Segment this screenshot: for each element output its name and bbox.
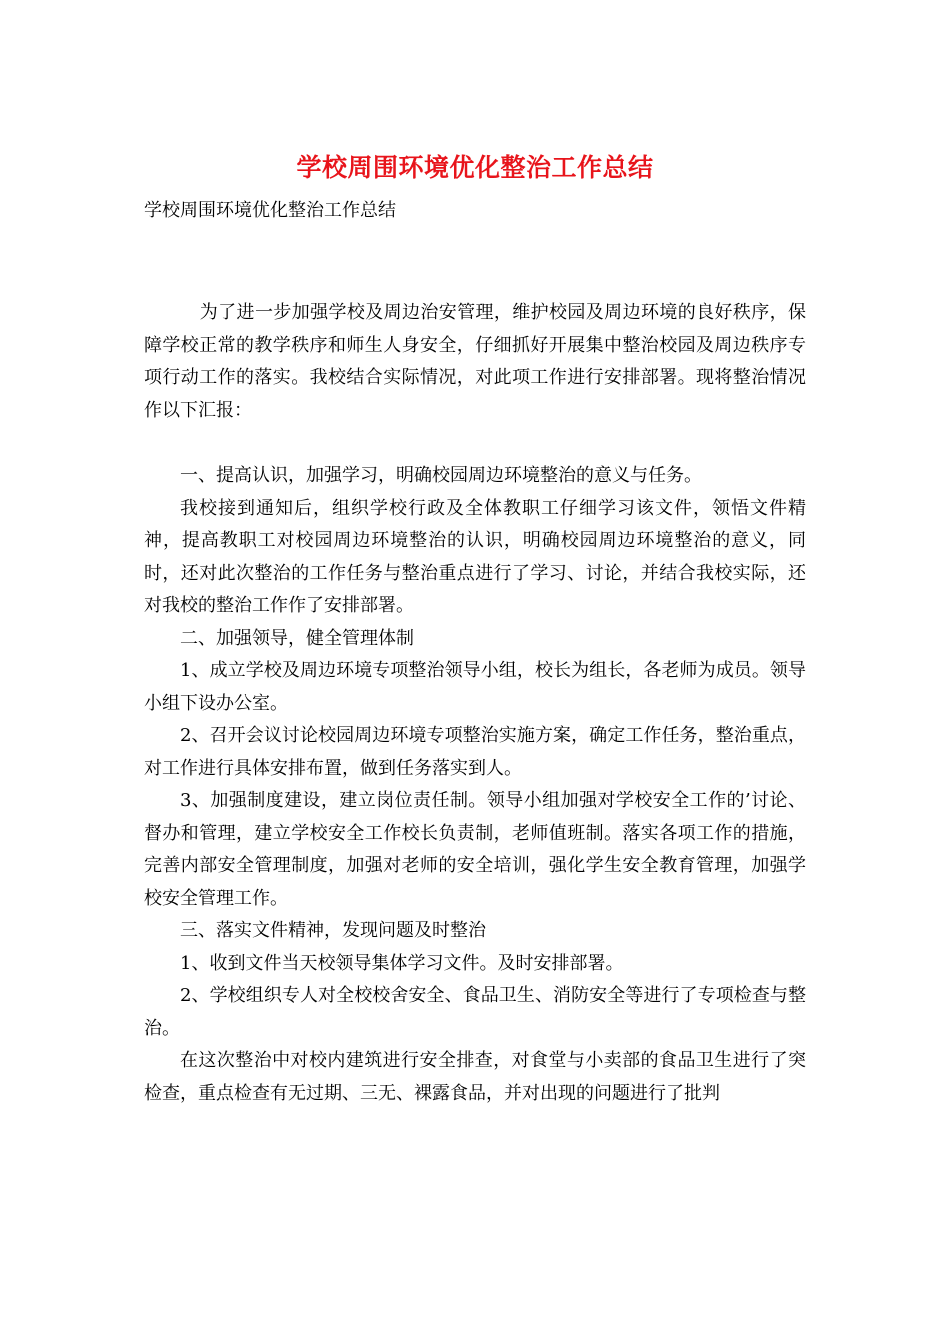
paragraph-intro: 为了进一步加强学校及周边治安管理，维护校园及周边环境的良好秩序，保障学校正常的教学秩序和师生人身安全，仔细抓好开展集中整治校园及周边秩序专项行动工作的落实。我校结合实际情况，对此项工作进行安排部署。现将整治情况作以下汇报： — [144, 302, 806, 421]
paragraph-gap — [144, 427, 806, 460]
list-item: 3、加强制度建设，建立岗位责任制。领导小组加强对学校安全工作的’讨论、督办和管理，建立学校安全工作校长负责制，老师值班制。落实各项工作的措施，完善内部安全管理制度，加强对老师的安全培训，强化学生安全教育管理，加强学校安全管理工作。 — [144, 790, 806, 909]
section-heading-3: 三、落实文件精神，发现问题及时整治 — [180, 920, 486, 941]
section-heading-2: 二、加强领导，健全管理体制 — [180, 627, 414, 649]
paragraph: 我校接到通知后，组织学校行政及全体教职工仔细学习该文件，领悟文件精神，提高教职工对校园周边环境整治的认识，明确校园周边环境整治的意义，同时，还对此次整治的工作任务与整治重点进行了学习、讨论，并结合我校实际，还对我校的整治工作作了安排部署。 — [144, 497, 806, 616]
document-title: 学校周围环境优化整治工作总结 — [296, 153, 654, 182]
section-heading-1: 一、提高认识，加强学习，明确校园周边环境整治的意义与任务。 — [180, 465, 702, 486]
list-item: 2、学校组织专人对全校校舍安全、食品卫生、消防安全等进行了专项检查与整治。 — [144, 985, 806, 1039]
paragraph: 在这次整治中对校内建筑进行安全排查，对食堂与小卖部的食品卫生进行了突检查，重点检查有无过期、三无、裸露食品，并对出现的问题进行了批判 — [144, 1050, 806, 1104]
list-item: 1、收到文件当天校领导集体学习文件。及时安排部署。 — [180, 952, 624, 974]
list-item: 1、成立学校及周边环境专项整治领导小组，校长为组长，各老师为成员。领导小组下设办公室。 — [144, 660, 806, 714]
list-item: 2、召开会议讨论校园周边环境专项整治实施方案，确定工作任务，整治重点，对工作进行具体安排布置，做到任务落实到人。 — [144, 725, 806, 779]
document-subtitle: 学校周围环境优化整治工作总结 — [144, 200, 396, 221]
document-body — [144, 297, 806, 1110]
